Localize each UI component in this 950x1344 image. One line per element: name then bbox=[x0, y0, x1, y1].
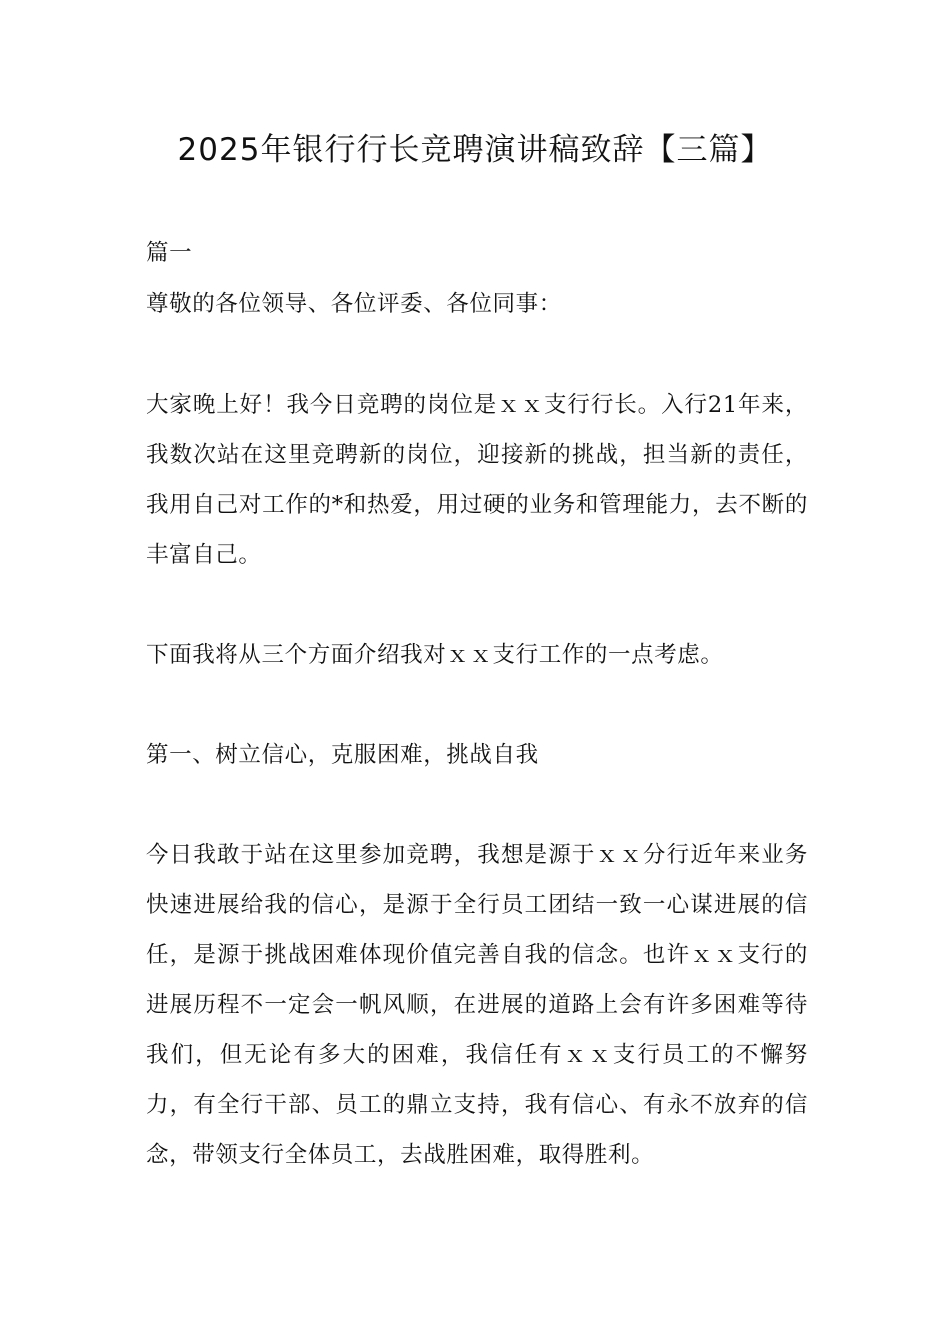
paragraph-confidence: 今日我敢于站在这里参加竞聘，我想是源于ｘｘ分行近年来业务快速进展给我的信心，是源于全行员工团结一致一心谋进展的信任，是源于挑战困难体现价值完善自我的信念。也许ｘｘ支行的进展历程不一定会一帆风顺，在进展的道路上会有许多困难等待我们，但无论有多大的困难，我信任有ｘｘ支行员工的不懈努力，有全行干部、员工的鼎立支持，我有信心、有永不放弃的信念，带领支行全体员工，去战胜困难，取得胜利。 bbox=[146, 842, 808, 1168]
paragraph-overview: 下面我将从三个方面介绍我对ｘｘ支行工作的一点考虑。 bbox=[146, 642, 724, 668]
salutation: 尊敬的各位领导、各位评委、各位同事： bbox=[146, 291, 562, 317]
section-heading-first: 第一、树立信心，克服困难，挑战自我 bbox=[146, 742, 539, 768]
section-label: 篇一 bbox=[146, 240, 193, 266]
paragraph-intro: 大家晚上好！我今日竞聘的岗位是ｘｘ支行行长。入行21年来，我数次站在这里竞聘新的岗位，迎接新的挑战，担当新的责任，我用自己对工作的*和热爱，用过硬的业务和管理能力，去不断的丰富自己。 bbox=[146, 392, 808, 568]
document-title: 2025年银行行长竞聘演讲稿致辞【三篇】 bbox=[177, 132, 773, 168]
